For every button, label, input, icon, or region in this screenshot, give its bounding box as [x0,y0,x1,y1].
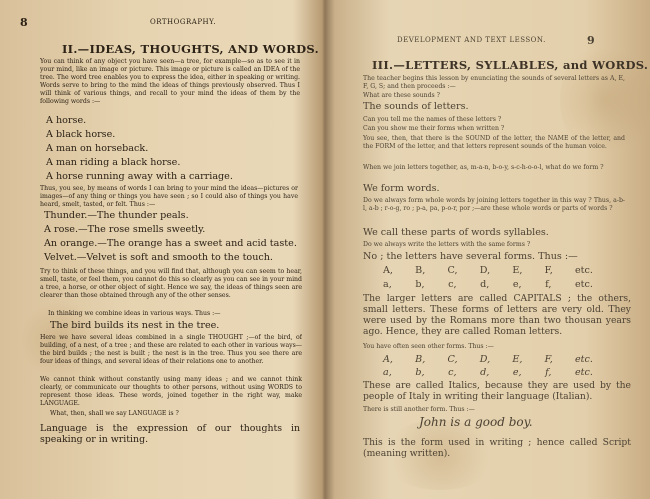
question: What, then, shall we say LANGUAGE is ? [50,410,179,417]
list-item: A black horse. [46,129,116,140]
paragraph: This is the form used in writing ; hence called Script (meaning written). [363,437,631,459]
paragraph: We cannot think without constantly using many ideas ; and we cannot think clearly, or communicate our thoughts to other persons, without using WORDS to represent those ideas. These words, joined together in the right way, make LANGUAGE. [40,376,302,407]
letter: f, [545,279,552,290]
list-item: Thunder.—The thunder peals. [44,210,189,221]
small-letters-row [383,279,593,290]
paragraph: In thinking we combine ideas in various ways. Thus :— [48,310,221,317]
letter: E, [512,354,523,365]
paragraph: You see, then, that there is the SOUND of the letter, the NAME of the letter, and the FORM of the letter, and that letters represent sounds of the human voice. [363,135,625,150]
question: Can you tell me the names of these letters ? [363,116,502,123]
letter: B, [415,354,426,365]
list-item: Velvet.—Velvet is soft and smooth to the touch. [44,252,273,263]
letter: e, [512,279,522,290]
list-item: A man riding a black horse. [46,157,181,168]
letter: e, [512,367,522,378]
letter: c, [448,279,457,290]
letter: etc. [575,367,593,378]
letter: etc. [575,279,593,290]
section-title: II.—IDEAS, THOUGHTS, AND WORDS. [62,42,319,56]
letter: D, [479,354,491,365]
letter: b, [415,367,425,378]
letter: d, [480,279,490,290]
page-number: 8 [20,16,28,29]
paragraph: You can think of any object you have seen—a tree, for example—so as to see it in your mind, like an image or picture. This image or picture is called an IDEA of the tree. The word tree enables you to express the idea, either in speaking or writing. Words serve to bring to the mind the ideas of things previously observed. Thus I will think of various things, and recall to your mind the ideas of them by the following words :— [40,58,300,105]
letter: a, [383,367,392,378]
letter: c, [448,367,457,378]
script-sample: John is a good boy. [419,415,533,429]
paragraph: There is still another form. Thus :— [363,406,475,413]
right-page [327,0,650,499]
capital-letters-row [383,265,593,276]
letter: A, [383,354,393,365]
paragraph: Try to think of these things, and you will find that, although you can seem to hear, smell, taste, or feel them, you cannot do this so clearly as you can see in your mind a tree, a horse, or other object of sight. Hence we say, the ideas of things seen are clearer than those obtained through any of the other senses. [40,268,302,299]
paragraph: The larger letters are called CAPITALS ; the others, small letters. These forms of letters are very old. They were used by the Romans more than two thousan years ago. Hence, they are called Roman letters. [363,293,631,337]
paragraph: Here we have several ideas combined in a single THOUGHT ;—of the bird, of building, of a nest, of a tree ; and these are related to each other in various ways—the bird builds ; the nest is built ; the nest is in the tree. Thus you see there are four ideas of things, and several ideas of their relations one to another. [40,334,302,365]
letter: b, [415,279,425,290]
letter: C, [447,265,458,276]
paragraph: These are called Italics, because they are used by the people of Italy in writing their language (Italian). [363,380,631,402]
answer: We call these parts of words syllables. [363,227,549,238]
answer: Language is the expression of our thoughts in speaking or in writing. [40,423,300,445]
list-item: A horse running away with a carriage. [46,171,233,182]
question: Do we always write the letters with the same forms ? [363,241,531,248]
sentence: The bird builds its nest in the tree. [50,320,220,331]
section-title: III.—LETTERS, SYLLABLES, and WORDS. [372,58,649,72]
letter: d, [480,367,490,378]
paragraph: Do we always form whole words by joining letters together in this way ? Thus, a-b-l, a-b ; r-o-g, ro ; p-a, pa, p-o-r, por ;—are these whole words or parts of words ? [363,197,625,212]
paragraph: The teacher begins this lesson by enunciating the sounds of several letters as A, E, F, G, S; and then proceeds :— [363,75,625,90]
list-item: A rose.—The rose smells sweetly. [44,224,206,235]
paragraph: When we join letters together, as, m-a-n, b-o-y, s-c-h-o-o-l, what do we form ? [363,164,604,171]
running-head: ORTHOGRAPHY. [150,18,217,26]
running-head: DEVELOPMENT AND TEXT LESSON. [397,36,546,44]
list-item: A horse. [46,115,87,126]
letter: F, [544,265,553,276]
letter: etc. [574,354,593,365]
page-number: 9 [587,34,595,47]
italic-capitals-row [383,354,593,365]
letter: F, [544,354,553,365]
letter: C, [447,354,458,365]
italic-small-row [383,367,593,378]
answer: No ; the letters have several forms. Thus :— [363,251,578,262]
letter: a, [383,279,392,290]
answer: The sounds of letters. [363,101,469,112]
question: What are these sounds ? [363,92,440,99]
question: Can you show me their forms when written ? [363,125,505,132]
paragraph: Thus, you see, by means of words I can bring to your mind the ideas—pictures or images—of any thing or things you have seen ; so I could also of things you have heard, smelt, tasted, or felt. Thus :— [40,185,298,208]
paragraph: You have often seen other forms. Thus :— [363,343,494,350]
answer: We form words. [363,183,440,194]
letter: A, [383,265,393,276]
letter: E, [512,265,523,276]
letter: D, [479,265,491,276]
letter: f, [545,367,552,378]
letter: etc. [574,265,593,276]
list-item: An orange.—The orange has a sweet and acid taste. [44,238,297,249]
left-page [0,0,323,499]
letter: B, [415,265,426,276]
list-item: A man on horseback. [46,143,149,154]
